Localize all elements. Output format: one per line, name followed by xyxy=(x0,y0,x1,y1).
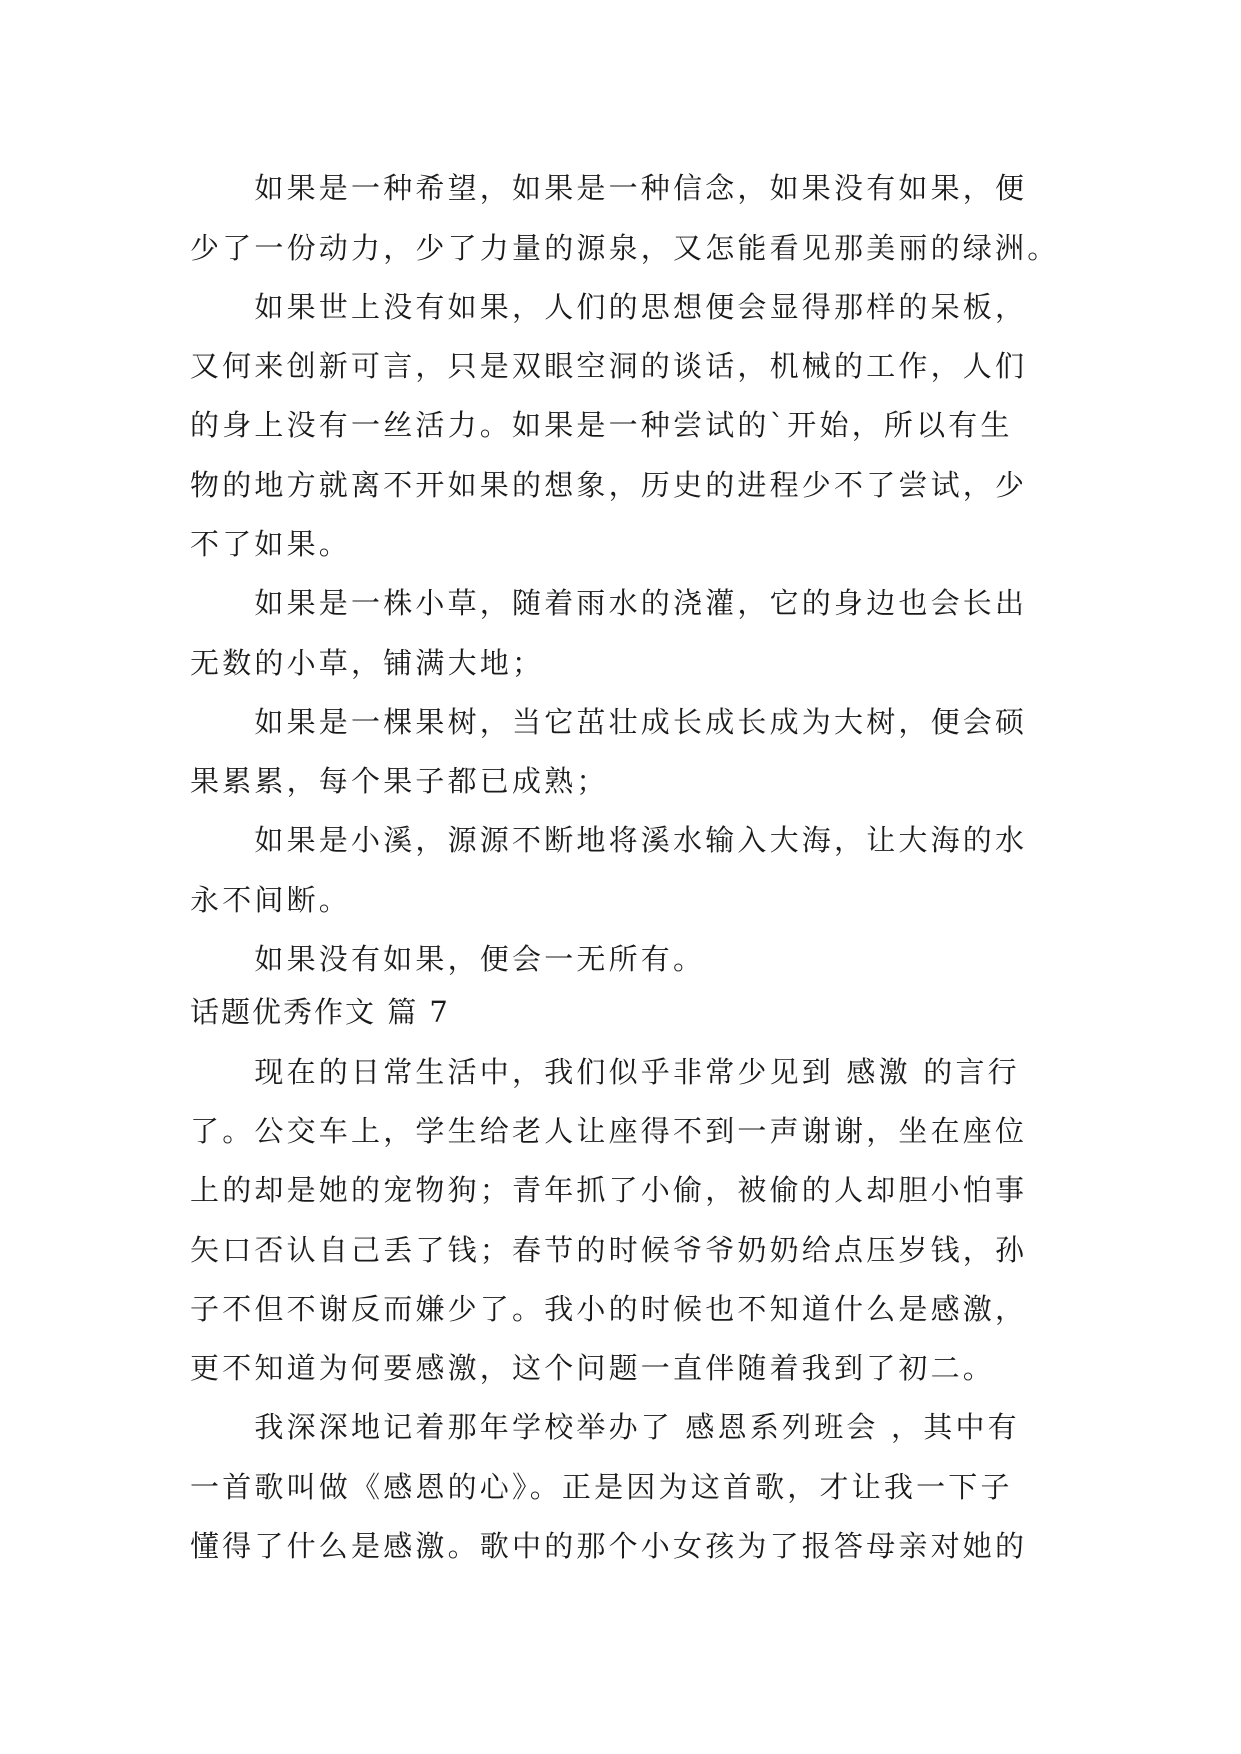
text-line: 物的地方就离不开如果的想象，历史的进程少不了尝试，少 xyxy=(190,468,1028,502)
text-line: 如果是一棵果树，当它茁壮成长成长成为大树，便会硕 xyxy=(190,705,1028,739)
text-line: 更不知道为何要感激，这个问题一直伴随着我到了初二。 xyxy=(190,1351,996,1385)
text-line: 如果是一种希望，如果是一种信念，如果没有如果，便 xyxy=(190,171,1028,205)
text-line: 我深深地记着那年学校举办了 感恩系列班会 ，其中有 xyxy=(190,1410,1020,1444)
text-line: 矢口否认自己丢了钱；春节的时候爷爷奶奶给点压岁钱，孙 xyxy=(190,1233,1028,1267)
text-line: 不了如果。 xyxy=(190,527,352,561)
text-line: 的身上没有一丝活力。如果是一种尝试的`开始，所以有生 xyxy=(190,408,1013,442)
text-line: 如果是一株小草，随着雨水的浇灌，它的身边也会长出 xyxy=(190,586,1028,620)
section-heading: 话题优秀作文 篇 7 xyxy=(190,995,450,1029)
text-line: 现在的日常生活中，我们似乎非常少见到 感激 的言行 xyxy=(190,1055,1020,1089)
text-line: 如果没有如果，便会一无所有。 xyxy=(190,942,706,976)
text-line: 如果是小溪，源源不断地将溪水输入大海，让大海的水 xyxy=(190,823,1028,857)
text-line: 一首歌叫做《感恩的心》。正是因为这首歌，才让我一下子 xyxy=(190,1470,1013,1504)
text-line: 无数的小草，铺满大地； xyxy=(190,646,545,680)
text-line: 如果世上没有如果，人们的思想便会显得那样的呆板， xyxy=(190,290,1028,324)
text-line: 懂得了什么是感激。歌中的那个小女孩为了报答母亲对她的 xyxy=(190,1529,1028,1563)
text-line: 了。公交车上，学生给老人让座得不到一声谢谢，坐在座位 xyxy=(190,1114,1028,1148)
text-line: 永不间断。 xyxy=(190,883,352,917)
text-line: 上的却是她的宠物狗；青年抓了小偷，被偷的人却胆小怕事 xyxy=(190,1173,1028,1207)
text-line: 果累累，每个果子都已成熟； xyxy=(190,764,609,798)
text-line: 少了一份动力，少了力量的源泉，又怎能看见那美丽的绿洲。 xyxy=(190,231,1060,265)
text-line: 子不但不谢反而嫌少了。我小的时候也不知道什么是感激， xyxy=(190,1292,1028,1326)
text-line: 又何来创新可言，只是双眼空洞的谈话，机械的工作，人们 xyxy=(190,349,1028,383)
